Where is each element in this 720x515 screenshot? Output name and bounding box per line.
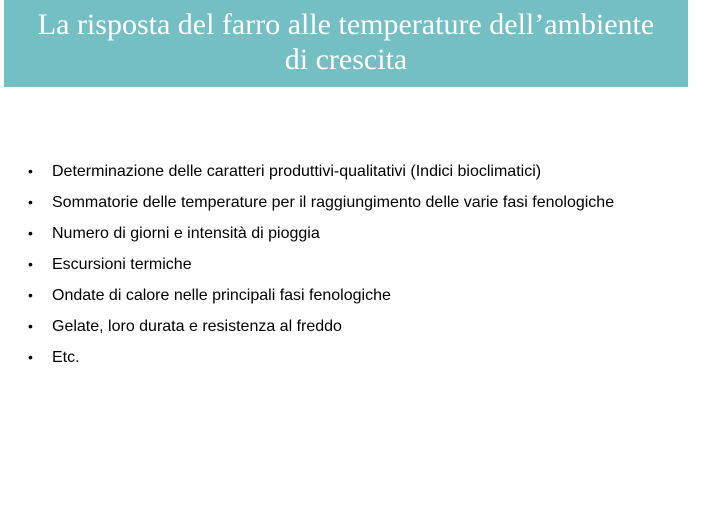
bullet-text: Determinazione delle caratteri produttivi-qualitativi (Indici bioclimatici): [52, 163, 542, 180]
slide-title-line-1: La risposta del farro alle temperature dell’ambiente: [37, 8, 655, 41]
bullet-marker: •: [28, 163, 33, 179]
title-banner: [4, 0, 688, 87]
bullet-text: Escursioni termiche: [52, 256, 192, 273]
bullet-text: Ondate di calore nelle principali fasi fenologiche: [52, 287, 391, 304]
bullet-text: Numero di giorni e intensità di pioggia: [52, 225, 320, 242]
bullet-marker: •: [28, 225, 33, 241]
bullet-marker: •: [28, 287, 33, 303]
slide-title-line-2: di crescita: [284, 43, 408, 76]
bullet-text: Gelate, loro durata e resistenza al freddo: [52, 318, 342, 335]
bullet-marker: •: [28, 349, 33, 365]
bullet-marker: •: [28, 318, 33, 334]
bullet-marker: •: [28, 194, 33, 210]
bullet-marker: •: [28, 256, 33, 272]
bullet-text: Etc.: [52, 349, 80, 366]
bullet-text: Sommatorie delle temperature per il raggiungimento delle varie fasi fenologiche: [52, 194, 615, 211]
